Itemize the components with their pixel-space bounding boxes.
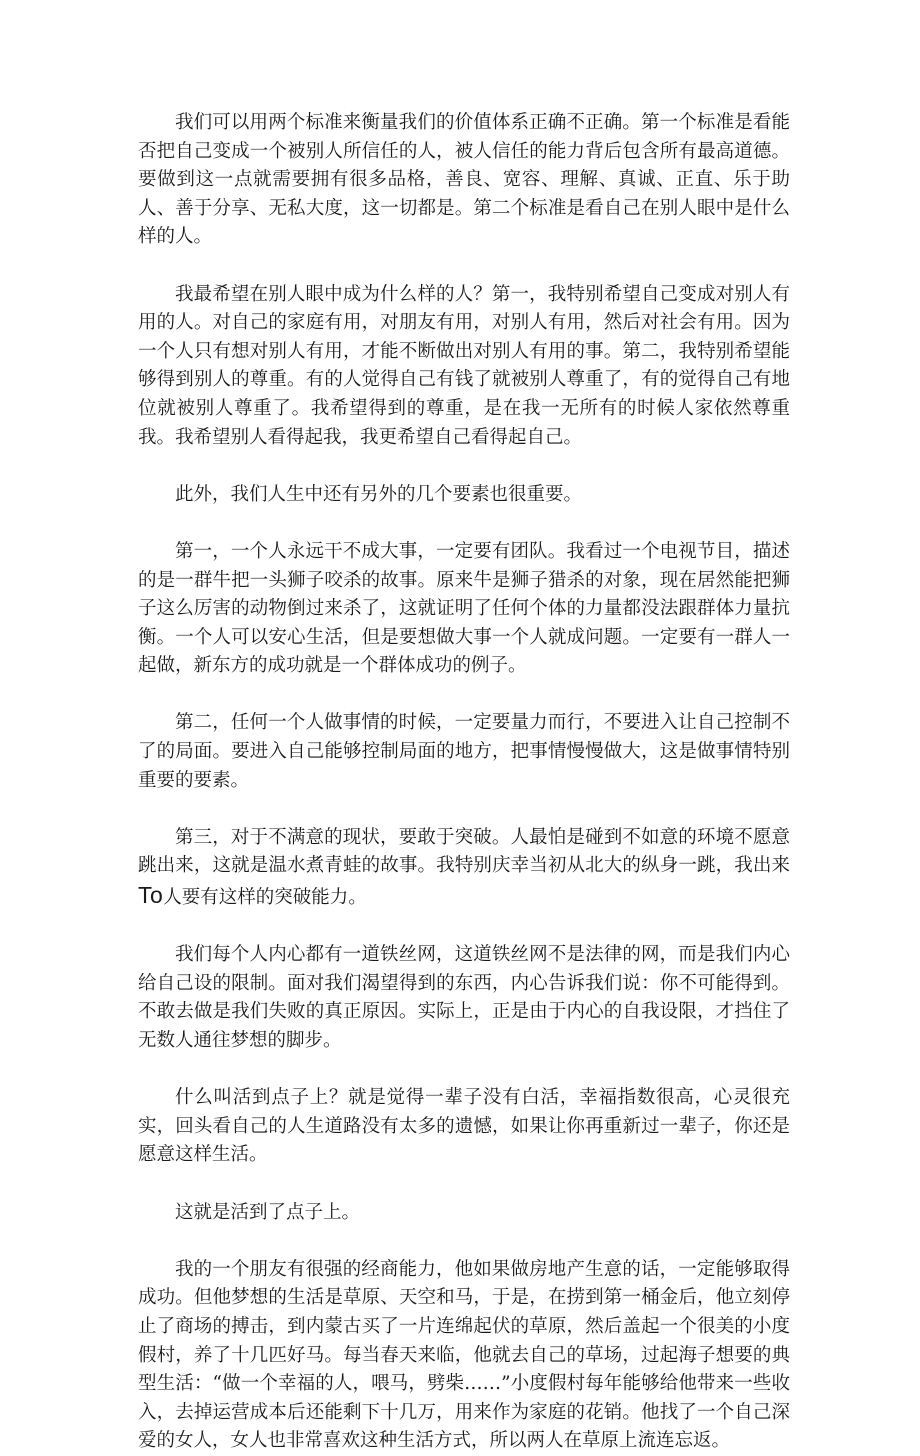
paragraph-conclusion: 这就是活到了点子上。 [175, 1201, 361, 1223]
paragraph-breakthrough [138, 824, 790, 913]
paragraph-living-to-the-point: 什么叫活到点子上？就是觉得一辈子没有白活，幸福指数很高，心灵很充实，回头看自己的人生道路没有太多的遗憾，如果让你再重新过一辈子，你还是愿意这样生活。 [138, 1087, 790, 1166]
paragraph-inner-fence: 我们每个人内心都有一道铁丝网，这道铁丝网不是法律的网，而是我们内心给自己设的限制。面对我们渴望得到的东西，内心告诉我们说：你不可能得到。不敢去做是我们失败的真正原因。实际上，正是由于内心的自我设限，才挡住了无数人通往梦想的脚步。 [138, 944, 790, 1051]
paragraph-within-means: 第二，任何一个人做事情的时候，一定要量力而行，不要进入让自己控制不了的局面。要进入自己能够控制局面的地方，把事情慢慢做大，这是做事情特别重要的要素。 [138, 712, 790, 791]
paragraph-teamwork: 第一，一个人永远干不成大事，一定要有团队。我看过一个电视节目，描述的是一群牛把一头狮子咬杀的故事。原来牛是狮子猎杀的对象，现在居然能把狮子这么厉害的动物倒过来杀了，这就证明了任何个体的力量都没法跟群体力量抗衡。一个人可以安心生活，但是要想做大事一个人就成问题。一定要有一群人一起做，新东方的成功就是一个群体成功的例子。 [138, 540, 790, 677]
paragraph-other-elements: 此外，我们人生中还有另外的几个要素也很重要。 [175, 483, 583, 505]
paragraph-friend-story: 我的一个朋友有很强的经商能力，他如果做房地产生意的话，一定能够取得成功。但他梦想的生活是草原、天空和马，于是，在捞到第一桶金后，他立刻停止了商场的搏击，到内蒙古买了一片连绵起伏的草原，然后盖起一个很美的小度假村，养了十几匹好马。每当春天来临，他就去自己的草场，过起海子想要的典型生活：“做一个幸福的人，喂马，劈柴……”小度假村每年能够给他带来一些收入，去掉运营成本后还能剩下十几万，用来作为家庭的花销。他找了一个自己深爱的女人，女人也非常喜欢这种生活方式，所以两人在草原上流连忘返。 [138, 1258, 790, 1452]
breakthrough-inline-word: To [138, 882, 164, 909]
breakthrough-text-end: 人要有这样的突破能力。 [163, 887, 367, 909]
paragraph-desired-person: 我最希望在别人眼中成为什么样的人？第一，我特别希望自己变成对别人有用的人。对自己的家庭有用，对朋友有用，对别人有用，然后对社会有用。因为一个人只有想对别人有用，才能不断做出对别人有用的事。第二，我特别希望能够得到别人的尊重。有的人觉得自己有钱了就被别人尊重了，有的觉得自己有地位就被别人尊重了。我希望得到的尊重，是在我一无所有的时候人家依然尊重我。我希望别人看得起我，我更希望自己看得起自己。 [138, 283, 790, 448]
breakthrough-text-start: 第三，对于不满意的现状，要敢于突破。人最怕是碰到不如意的环境不愿意跳出来，这就是温水煮青蛙的故事。我特别庆幸当初从北大的纵身一跳，我出来 [138, 826, 790, 877]
paragraph-value-standards: 我们可以用两个标准来衡量我们的价值体系正确不正确。第一个标准是看能否把自己变成一个被别人所信任的人，被人信任的能力背后包含所有最高道德。要做到这一点就需要拥有很多品格，善良、宽容、理解、真诚、正直、乐于助人、善于分享、无私大度，这一切都是。第二个标准是看自己在别人眼中是什么样的人。 [138, 112, 790, 248]
document-body [138, 109, 790, 1456]
